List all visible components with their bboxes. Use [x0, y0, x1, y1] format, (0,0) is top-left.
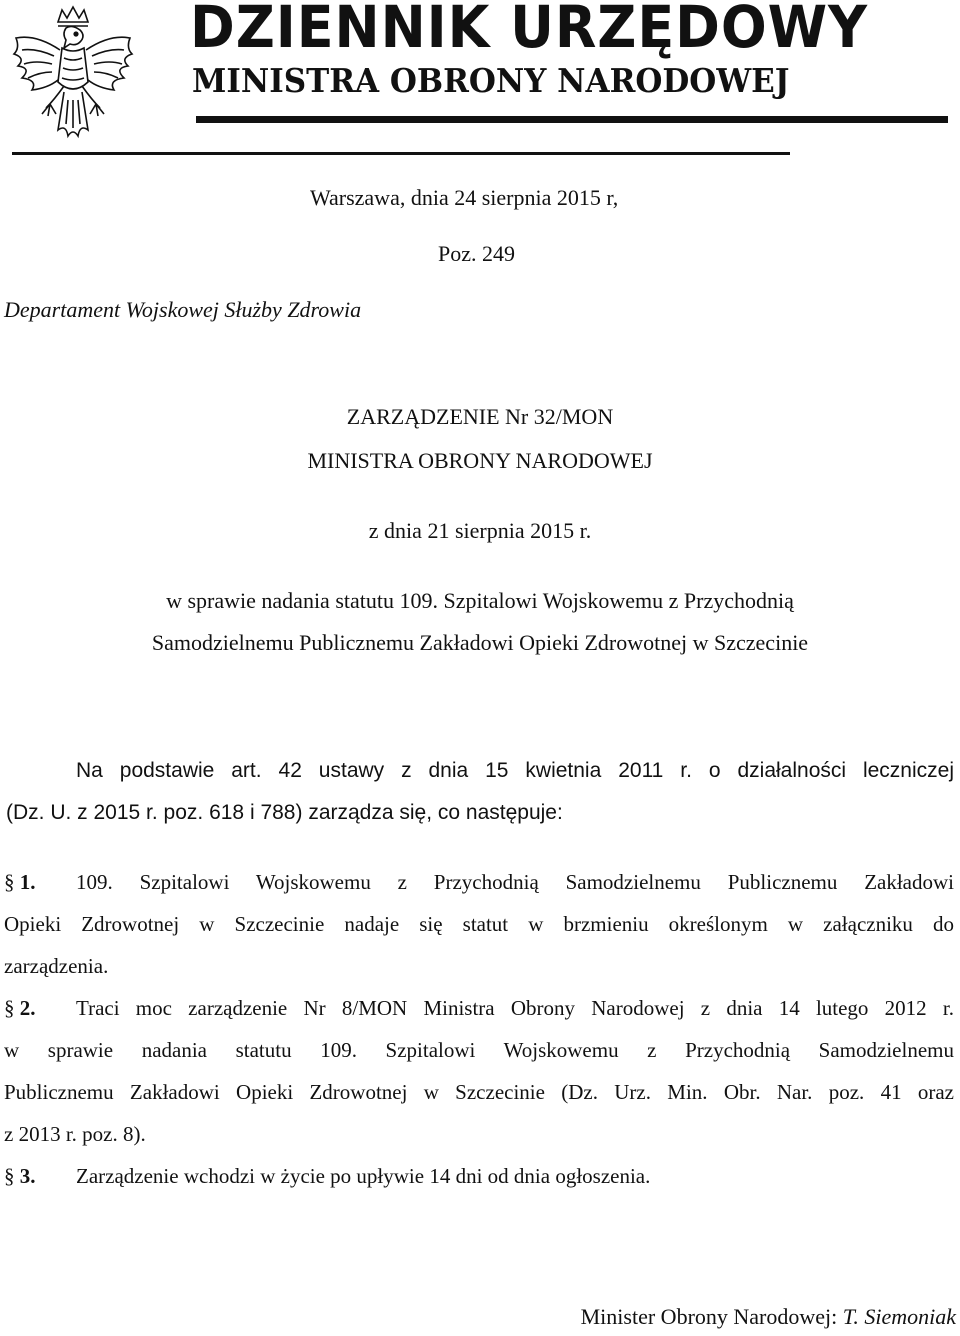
signature: [581, 1306, 956, 1328]
issuing-department: Departament Wojskowej Służby Zdrowia: [4, 297, 362, 322]
section-number: 1.: [19, 870, 36, 894]
section-number: 3.: [19, 1164, 36, 1188]
ordinance-subject-line: Samodzielnemu Publicznemu Zakładowi Opieki Zdrowotnej w Szczecinie: [151, 630, 809, 655]
masthead-rule: [196, 116, 948, 123]
masthead-title: DZIENNIK URZĘDOWY: [190, 0, 869, 61]
masthead-divider: [12, 152, 790, 155]
section-line: Publicznemu Zakładowi Opieki Zdrowotnej w Szczecinie (Dz. Urz. Min. Obr. Nar. poz. 41 oraz: [4, 1080, 954, 1104]
section-marker: [4, 998, 36, 1019]
signature-title: Minister Obrony Narodowej:: [580, 1304, 838, 1329]
section-number: 2.: [19, 996, 36, 1020]
ordinance-title: ZARZĄDZENIE Nr 32/MON: [346, 404, 614, 429]
preamble-line: Na podstawie art. 42 ustawy z dnia 15 kwietnia 2011 r. o działalności leczniczej: [76, 759, 954, 782]
section-line: w sprawie nadania statutu 109. Szpitalowi Wojskowemu z Przychodnią Samodzielnemu: [4, 1038, 954, 1062]
section-sign-icon: §: [4, 870, 15, 894]
emblem: [6, 4, 140, 152]
section-sign-icon: §: [4, 1164, 15, 1188]
section-marker: [4, 1166, 36, 1187]
preamble-line: (Dz. U. z 2015 r. poz. 618 i 788) zarządza się, co następuje:: [6, 801, 563, 824]
section-line: zarządzenia.: [4, 954, 109, 978]
signature-name: T. Siemoniak: [842, 1304, 956, 1329]
section-line: Opieki Zdrowotnej w Szczecinie nadaje się statut w brzmieniu określonym w załączniku do: [4, 912, 954, 936]
section-line: z 2013 r. poz. 8).: [4, 1122, 146, 1146]
section-sign-icon: §: [4, 996, 15, 1020]
section-marker: [4, 872, 36, 893]
ordinance-subject-line: w sprawie nadania statutu 109. Szpitalowi Wojskowemu z Przychodnią: [166, 588, 794, 613]
masthead-subtitle: MINISTRA OBRONY NARODOWEJ: [192, 61, 790, 100]
place-date: Warszawa, dnia 24 sierpnia 2015 r,: [310, 185, 619, 210]
ordinance-date: z dnia 21 sierpnia 2015 r.: [368, 518, 592, 543]
section-line: 109. Szpitalowi Wojskowemu z Przychodnią Samodzielnemu Publicznemu Zakładowi: [76, 870, 954, 894]
ordinance-issuer: MINISTRA OBRONY NARODOWEJ: [307, 448, 653, 473]
section-line: Zarządzenie wchodzi w życie po upływie 14 dni od dnia ogłoszenia.: [76, 1164, 651, 1188]
position-number: Poz. 249: [438, 241, 515, 266]
white-eagle-emblem-icon: [6, 4, 140, 152]
section-line: Traci moc zarządzenie Nr 8/MON Ministra Obrony Narodowej z dnia 14 lutego 2012 r.: [76, 996, 954, 1020]
